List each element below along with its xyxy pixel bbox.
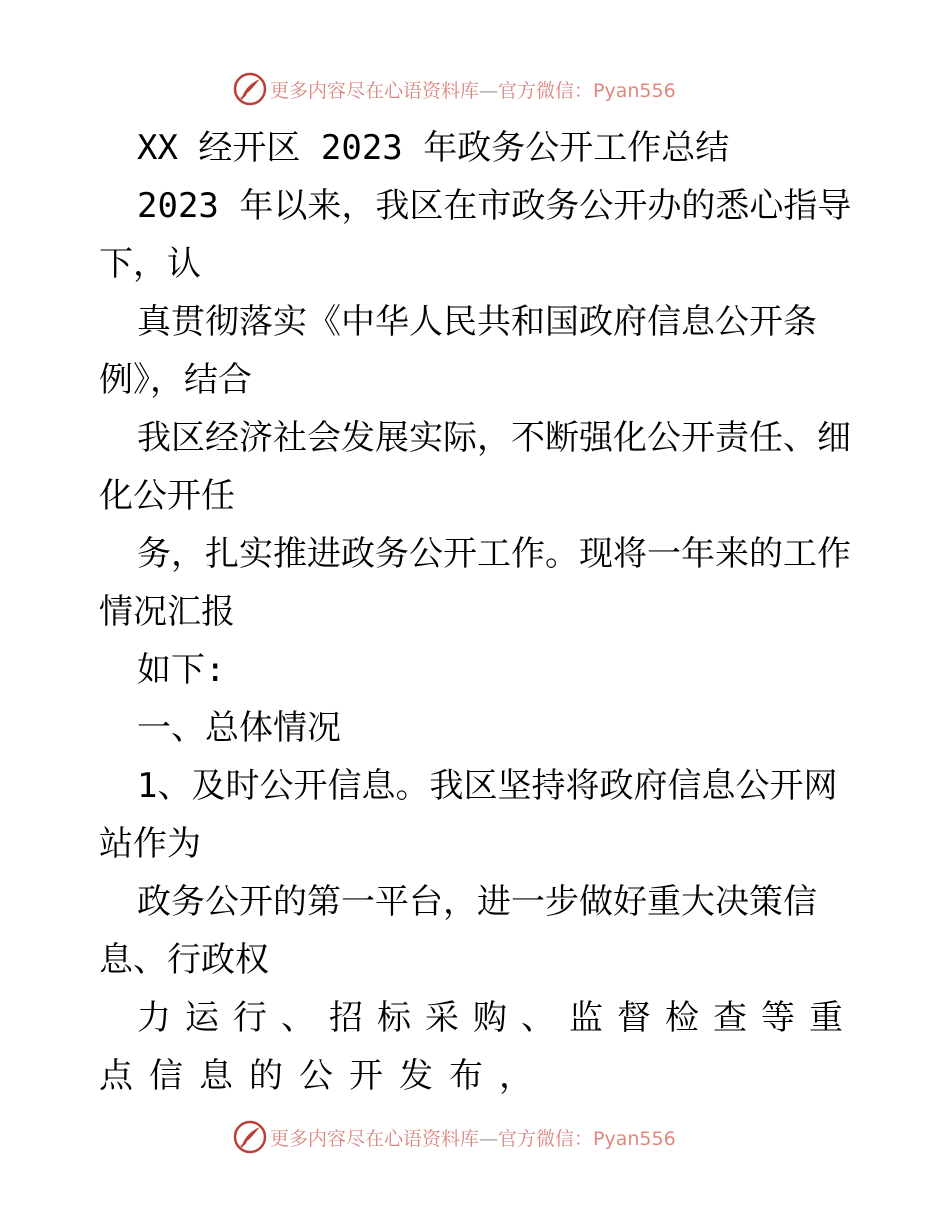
section-heading: 一、总体情况 (137, 708, 341, 748)
paragraph-line: 点信息的公开发布， (99, 1056, 549, 1096)
paragraph-line: 真贯彻落实《中华人民共和国政府信息公开条 (137, 302, 817, 342)
paragraph-line: 站作为 (99, 824, 201, 864)
document-title: XX 经开区 2023 年政务公开工作总结 (137, 128, 730, 168)
paragraph-line: 我区经济社会发展实际，不断强化公开责任、细 (137, 418, 851, 458)
paragraph-line: 2023 年以来，我区在市政务公开办的悉心指导 (137, 186, 852, 226)
paragraph-line: 力运行、招标采购、监督检查等重 (137, 998, 857, 1038)
paragraph-line: 如下: (137, 650, 226, 690)
paragraph-line: 化公开任 (99, 476, 235, 516)
paragraph-line: 例》，结合 (99, 360, 252, 400)
paragraph-line: 息、行政权 (99, 940, 269, 980)
watermark-text: 更多内容尽在心语资料库—官方微信：Pyan556 (270, 80, 676, 102)
watermark-header (0, 70, 950, 110)
paragraph-line: 政务公开的第一平台，进一步做好重大决策信 (137, 882, 817, 922)
quill-logo-icon (233, 72, 267, 106)
paragraph-line: 1、及时公开信息。我区坚持将政府信息公开网 (137, 766, 838, 806)
quill-logo-icon (233, 1120, 267, 1154)
paragraph-line: 情况汇报 (99, 592, 235, 632)
paragraph-line: 务，扎实推进政务公开工作。现将一年来的工作 (137, 534, 851, 574)
paragraph-line: 下，认 (99, 244, 201, 284)
watermark-footer (0, 1118, 950, 1158)
watermark-text: 更多内容尽在心语资料库—官方微信：Pyan556 (270, 1128, 676, 1150)
